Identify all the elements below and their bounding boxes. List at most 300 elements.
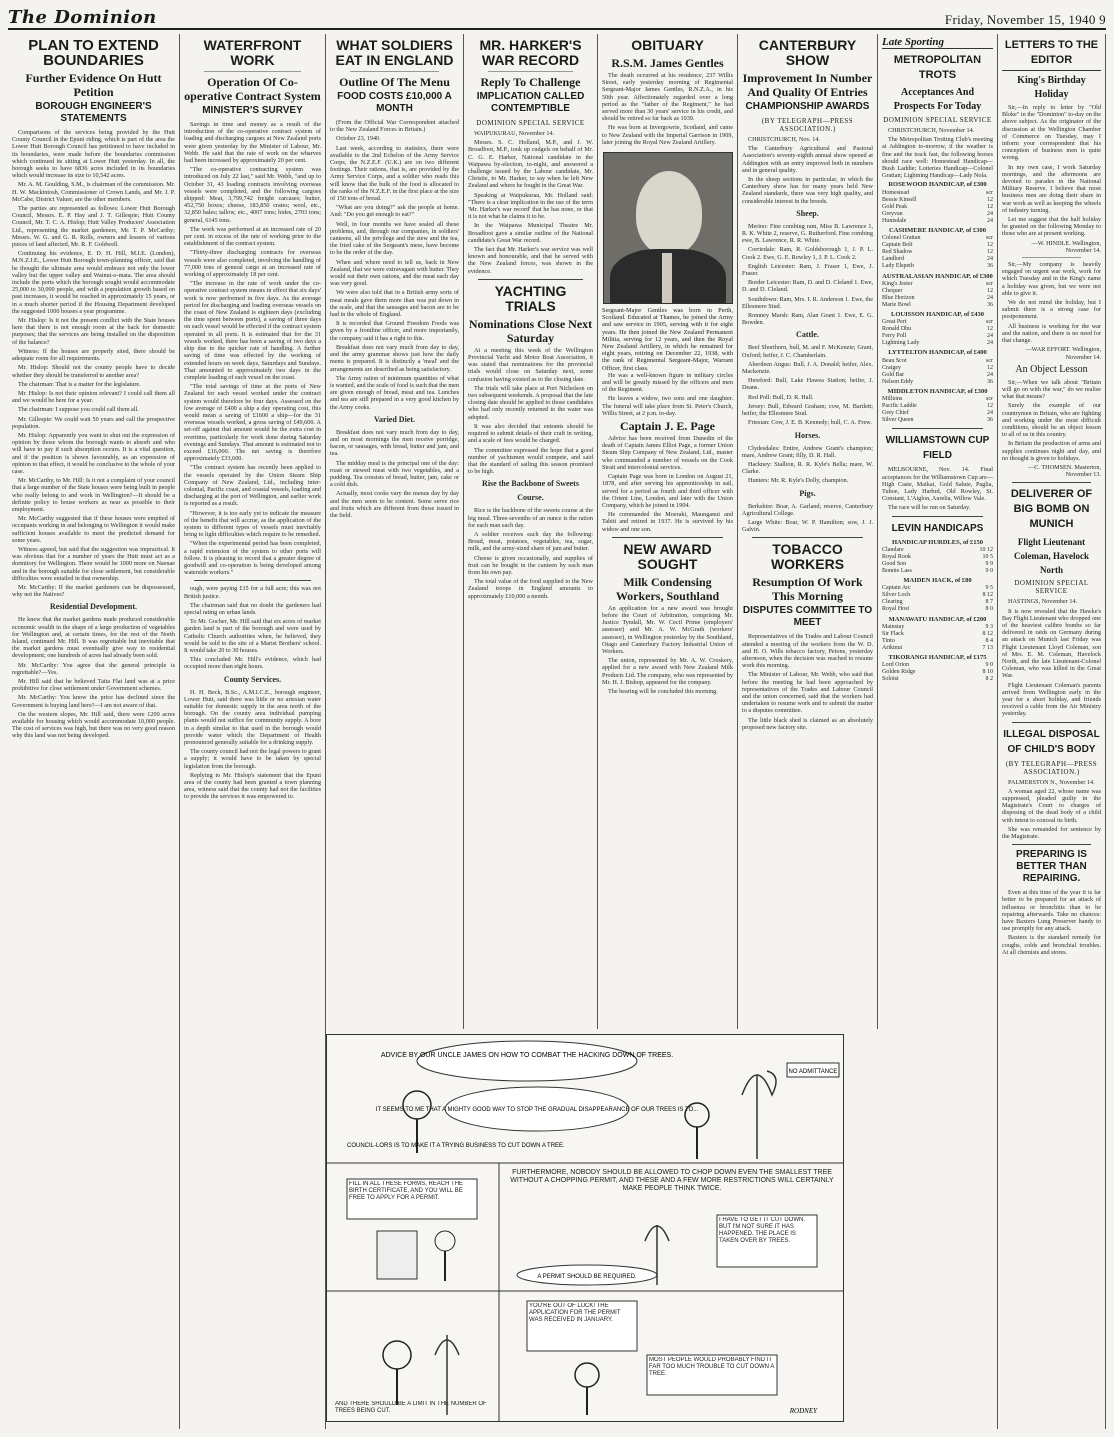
speech-text-3: COUNCIL-LORS IS TO MAKE IT A TRYING BUSINESS TO CUT DOWN A TREE. [347, 1143, 565, 1149]
section-heading: Varied Diet. [373, 414, 416, 424]
horse-mark: 24 [987, 333, 993, 340]
paragraph: He knew that the market gardens made produced considerable economic wealth in the shape of a large production of vegetables for Wellington and, at certain times, for the rest of the North Island, continued Mr. Hill. It was regrettable but inevitable that the market gardens must eventually give way to residential development; one hundreds of acres had already been sold. [12, 616, 175, 660]
divider [204, 71, 301, 72]
article-body-williamstown [882, 466, 993, 511]
subhead-captain-page: Captain J. E. Page [619, 419, 715, 434]
editorial-cartoon [326, 1034, 844, 1422]
horse-name: Ferry Poll [882, 333, 907, 340]
horse-mark: 8 4 [985, 637, 993, 644]
speech-text-4: FILL IN ALL THESE FORMS, REACH THE BIRTH CERTIFICATE, AND YOU WILL BE FREE TO APPLY FOR A PERMIT. [349, 1181, 464, 1201]
divider [350, 71, 439, 72]
paragraph: "When the experimental period has been completed, a rapid extension of the system to other ports will follow. It is pleasing to record that a greater degree of goodwill and co-operation is being developed among waterside workers." [184, 540, 321, 577]
article-body-child [1002, 779, 1101, 841]
paragraph: In my own case, I work Saturday mornings, and the afternoons are devoted to parades in the National Military Reserve. I believe that most business men are doing their share in war work as well as keeping the wheels of industry turning. [1002, 163, 1101, 214]
horse-name: Pacific Laddie [882, 403, 917, 410]
article-body-canterbury [742, 136, 873, 533]
horse-name: Arikinui [882, 644, 903, 651]
paragraph: Replying to Mr. Hislop's statement that the Epuni area of the county had been granted a town planning area, witness said that the county had not the facilities to provide the services it was empowered to. [184, 771, 321, 801]
race-entry [882, 256, 993, 263]
paragraph: Merino: Fine combing ram, Miss B. Lawrence 1, R. K. White 2, reserve, G. Rutherford. Fine combing ewe, B. Lawrence, R. R. White. [742, 222, 873, 245]
paragraph: Let me suggest that the half holiday be granted on the following Monday to those who are at present working. [1002, 216, 1101, 238]
paragraph: Breakfast does not vary much from day to day, and on most mornings the men receive porridge, bacon, or sausages, with bread, butter and jam, and tea. [330, 428, 459, 458]
paragraph: Mr. Hislop: Should not the county people have to decide whether they should be transferred to another area? [12, 364, 175, 379]
headline-williamstown: WILLIAMSTOWN CUP FIELD [885, 435, 990, 462]
race-entry [882, 319, 993, 326]
race-entry [882, 204, 993, 211]
cartoonist-signature: RODNEY [789, 1407, 817, 1415]
horse-mark: 8 12 [982, 592, 993, 599]
horse-name: Red Shadow [882, 249, 913, 256]
horse-mark: scr [986, 189, 993, 196]
horse-name: Clearing [882, 599, 903, 606]
race-entry [882, 340, 993, 347]
paragraph: She was remanded for sentence by the Magistrate. [1002, 825, 1101, 841]
paragraph: Speaking at Waipukurau, Mr. Holland said: "There is a clear implication in the use of the term 'Mr. Harker's war record' that he has none, or that it is not what he claims it to be. [468, 191, 593, 221]
horse-name: Tinto [882, 637, 895, 644]
paragraph: Cheese is given occasionally, and supplies of fruit can be bought in the canteen by each man from his own pay. [468, 554, 593, 576]
paragraph: PALMERSTON N., November 14. [1008, 778, 1095, 786]
horse-mark: scr [986, 235, 993, 242]
subhead-canterbury: Improvement In Number And Quality Of Entries [742, 71, 873, 99]
article-body-trots [882, 127, 993, 179]
column-soldiers [326, 34, 464, 1029]
subhead-trots: Acceptances And Prospects For Today [893, 87, 982, 112]
byline: DOMINION SPECIAL SERVICE [476, 119, 585, 127]
form-stack [377, 1231, 417, 1279]
paragraph: (From the Official War Correspondent attached to the New Zealand Forces in Britain.) [330, 119, 459, 134]
paragraph: Sir,—My company is heavily engaged on urgent war work, work for which Tuesday and in the King's name a holiday was given, but we were not able to give it. [1002, 261, 1101, 297]
paragraph: Rice is the backbone of the sweets course at the big meal. Three-sevenths of an ounce is the ration for each man each day. [468, 507, 593, 529]
horse-name: Grey Chief [882, 410, 909, 417]
paragraph: It is now revealed that the Hawke's Bay Flight Lieutenant who dropped one of the heaviest calibre bombs so far delivered in raids on Germany during an attack on Munich last Friday was Flight Lieutenant Lloyd Coleman, son of Mrs. E. M. Coleman, Havelock North, and the late Lieutenant-Colonel Coleman, who was killed in the Great War. [1002, 607, 1101, 680]
paragraph: A woman aged 22, whose name was suppressed, pleaded guilty in the Magistrate's Court to charges of disposing of the dead body of a child with intent to conceal its birth. [1002, 787, 1101, 824]
paragraph: Hackney: Stallion, R. R. Kyle's Bella; mare, W. Clarke. [742, 460, 873, 476]
paragraph: "The contract system has recently been applied to the vessels operated by the Union Steam Ship Company of New Zealand, Ltd., including inter-colonial, Pacific coast, and coastal vessels, loading and discharging at the port of Wellington, and earlier work is reported as a result. [184, 464, 321, 508]
headline-trots: METROPOLITAN TROTS [893, 54, 982, 81]
horse-mark: 9 0 [985, 662, 993, 669]
paragraph: All business is working for the war and the nation, and there is no need for that change. [1002, 322, 1101, 345]
article-body-yachting [468, 347, 593, 600]
headline-tobacco: TOBACCO WORKERS [770, 541, 845, 573]
letter-signature: —C. THOMSEN. Masterton, November 13. [1028, 463, 1101, 479]
horse-mark: 10 5 [982, 553, 993, 560]
paragraph: "The co-operative contracting system was introduced on July 22 last," said Mr. Webb, "and up to October 31, 43 loading contracts involving overseas vessels were completed, and the following cargoes shipped: Meat, 3,799,742 freight carcases; butter, 452,750 boxes; cheese, 183,850 crates; wool, etc., 32,850 bales; tallow, etc., 4007 tons; hides, 2703 tons; general, 6145 tons. [184, 166, 321, 224]
paragraph: "What are you doing?" ask the people at home. And: "Do you get enough to eat?" [330, 204, 459, 219]
paragraph: Last week, according to statistics, there were available to the 2nd Echelon of the Army Service Corps, the N.Z.E.F. (U.K.) are on two different footings. Their rations, that is, are provided by the Army Service Corps, and a soldier who reads this will know that the bulk of the food is allocated to the ranks of the N.Z.E.F. in the first place at the size of 150 tons of bread. [330, 144, 459, 203]
photo-caption: Sergeant-Major Gentles was born in Perth, Scotland. Educated at Thames, he joined the Army and saw service in 1905, serving with it for eight years. He then joined the New Zealand Permanent Militia, serving for 12 years, and then the Royal New Zealand Artillery, in which he remained for eight years, retiring on December 22, 1938, with the rank of Regimental Sergeant-Major, Warrant Officer, first class. [602, 307, 733, 372]
paragraph: In Britain the production of arms and supplies continues night and day, and no thought is given to holidays. [1002, 440, 1101, 462]
figure-head [383, 1341, 411, 1369]
paragraph: Mr. Hill said that he believed Taita Flat land was at a price prohibitive for close settlement under Government schemes. [12, 678, 175, 693]
horse-name: Ronald Dhu [882, 326, 912, 333]
horse-name: King's Jester [882, 280, 913, 287]
article-body-obituary [602, 72, 733, 146]
speech-text-5: FURTHERMORE, NOBODY SHOULD BE ALLOWED TO CHOP DOWN EVEN THE SMALLEST TREE WITHOUT A CHOPPING PERMIT, AND THESE AND A FEW MORE RESTRICTIONS WILL CERTAINLY MAKE PEOPLE THINK TWICE. [510, 1169, 834, 1192]
divider [1012, 722, 1091, 723]
horse-mark: 24 [987, 256, 993, 263]
race-title: MIDDLETON HANDICAP, of £300 [887, 387, 988, 395]
article-body-harker [468, 130, 593, 275]
subhead-tobacco: Resumption Of Work This Morning [752, 575, 863, 604]
paragraph: Hunters: Mr. R. Kyle's Dolly, champion. [748, 477, 849, 485]
paragraph: Savings in time and money as a result of the introduction of the co-operative contract system of loading and discharging cargoes at New Zealand ports were given yesterday by the Minister of Labour, Mr. Webb. He said that the rate of work on the wharves had been increased by approximately 20 per cent. [184, 121, 321, 165]
horse-mark: 12 [987, 249, 993, 256]
subhead2-waterfront: MINISTER'S SURVEY [202, 105, 303, 116]
paragraph: Beef Shorthorn, bull, M. and F. McKenzie; Grant, Oxford; heifer, J. C. Chamberlain. [742, 344, 873, 359]
paragraph: A soldier receives each day the following: Bread, meat, potatoes, vegetables, tea, sugar, milk, and the army-sized share of jam and butter. [468, 530, 593, 553]
column-letters [998, 34, 1106, 1429]
column-boundaries [8, 34, 180, 1429]
section-heading: Sheep. [796, 208, 819, 218]
subhead-harker: Reply To Challenge [480, 75, 581, 89]
paragraph: The little black shed is claimed as an absolutely proposed new factory site. [742, 716, 873, 731]
horse-mark: 12 [987, 196, 993, 203]
horse-name: Mainstay [882, 623, 905, 630]
subhead-new-award: Milk Condensing Workers, Southland [615, 574, 720, 603]
headline-advert: PREPARING IS BETTER THAN REPAIRING. [1016, 849, 1087, 885]
horse-mark: 24 [987, 371, 993, 378]
horse-name: Great Pert [882, 319, 907, 326]
subhead-letters: King's Birthday Holiday [1017, 75, 1086, 100]
horse-name: Marie Bowl [882, 301, 911, 308]
article-body-boundaries [12, 129, 175, 740]
paragraph: Actually, most cooks vary the menus day by day and the men seem to be content. Some serve rice and fruits which are different from those issued in the field. [330, 490, 459, 519]
race-entry [882, 249, 993, 256]
race-entry [882, 547, 993, 554]
horse-mark: 12 [987, 203, 993, 210]
horse-name: Royal Rook [882, 553, 911, 560]
paragraph: He commanded the Moeraki, Maunganui and Tahiti and retired in 1937. He is survived by his widow and one son. [602, 511, 733, 533]
subhead2-canterbury: CHAMPIONSHIP AWARDS [745, 101, 870, 112]
paragraph: He was born at Invergowrie, Scotland, and came to New Zealand with the Imperial Garrison in 1909, later joining the Royal New Zealand Artillery. [602, 124, 733, 146]
race-entry [882, 410, 993, 417]
horse-name: Silver Loch [882, 592, 911, 599]
headline-yachting: YACHTING TRIALS [494, 282, 567, 314]
byline: (BY TELEGRAPH—PRESS ASSOCIATION.) [1005, 759, 1098, 776]
horse-name: Gold Bar [882, 371, 905, 378]
divider [892, 516, 983, 517]
paragraph: In the Waipawa Municipal Theatre Mr. Broadfoot gave a similar outline of the National candidate's Great War record. [468, 222, 593, 244]
horse-mark: scr [986, 396, 993, 403]
horse-name: Lightning Lady [882, 340, 920, 347]
paragraph: He was a well-known figure in military circles and will be greatly missed by the officers and men of the Regiment. [602, 371, 733, 394]
horse-name: Lady Elspeth [882, 263, 914, 270]
paragraph: Witness agreed, but said that the suggestion was impractical. It was obvious that for a number of years the Hutt must act as a dormitory for Wellington. There would be 1000 more on Naenae and in the borough suitable for close settlement, but considerable difficulties were entailed in that ownership. [12, 545, 175, 582]
horse-mark: 24 [987, 210, 993, 217]
paragraph: Aberdeen Angus: Bull, J. A. Donald; heifer, Alex. Mackenzie. [742, 360, 873, 376]
paragraph: Mr. Gillespie: We could wait 50 years and call the prospective population. [12, 415, 175, 430]
horse-mark: scr [986, 319, 993, 326]
race-entry [882, 592, 993, 599]
race-title: MAIDEN HACK, of £80 [903, 577, 972, 585]
race-entry [882, 662, 993, 669]
paragraph: October 23, 1940. [336, 135, 381, 143]
paragraph: The midday meal is the principal one of the day: roast or stewed meat with two vegetables, and a pudding. Tea consists of bread, butter, jam, cake or a cold dish. [330, 459, 459, 489]
speech-text-1: ADVICE BY OUR UNCLE JAMES ON HOW TO COMBAT THE HACKING DOWN OF TREES. [380, 1052, 674, 1059]
race-entry [882, 631, 993, 638]
section-heading: Horses. [794, 430, 821, 440]
headline-harker: MR. HARKER'S WAR RECORD [479, 37, 582, 68]
race-title: LYTTELTON HANDICAP, of £400 [888, 349, 987, 357]
paragraph: Southdown: Ram, Mrs. I. R. Anderson 1. Ewe, the Ellesmere Stud. [742, 295, 873, 310]
race-entry [882, 326, 993, 333]
race-entry [882, 561, 993, 568]
paragraph: Romney Marsh: Ram, Alan Grant 1. Ewe, E. G. Bowden. [742, 312, 873, 327]
paragraph: Mr. Hislop: Is not their opinion relevant? I could call them all and we would be here for a year. [12, 389, 175, 405]
paragraph: MELBOURNE, Nov. 14. Final acceptances for the Williamstown Cup are—High Caste, Maikai, Gold Salute, Paglia, Tuhoe, Lady Harbrd, Old Rowley, St. Constant, L'Aiglon, Aurelia, Willow Vale. [882, 466, 993, 503]
horse-mark: 24 [987, 217, 993, 224]
race-weights [882, 539, 993, 684]
race-entry [882, 676, 993, 683]
paragraph: The race will be run on Saturday. [888, 504, 971, 512]
section-label-late-sporting: Late Sporting [882, 36, 993, 49]
speech-text-10: AND THERE SHOULD BE A LIMIT IN THE NUMBER OF TREES BEING CUT. [335, 1401, 487, 1414]
subhead2-boundaries: BOROUGH ENGINEER'S STATEMENTS [35, 101, 152, 124]
subhead2-soldiers: FOOD COSTS £10,000 A MONTH [337, 91, 452, 114]
portrait-photo [603, 152, 733, 304]
article-body-obituary-2 [602, 372, 733, 417]
race-entry [882, 568, 993, 575]
horse-mark: 12 [987, 242, 993, 249]
horse-mark: 9 0 [985, 568, 993, 575]
horse-mark: 12 [987, 403, 993, 410]
paragraph: Border Leicester: Ram, D. and D. Cleland 1. Ewe, D. and D. Cleland. [742, 279, 873, 294]
headline-waterfront: WATERFRONT WORK [203, 37, 302, 68]
paragraph: To Mr. Gocher, Mr. Hill said that six acres of market garden land is part of the borough and were used by Catholic Church authorities when, he believed, they would be sold to the site of a Marist Brothers' school. It would take 20 to 30 houses. [184, 618, 321, 655]
race-entry [882, 417, 993, 424]
paragraph: CHRISTCHURCH, November 14. [888, 127, 975, 134]
paragraph: Mr. McCarthy: You know the price has declined since the Government is buying land here?—I am not aware of that. [12, 694, 175, 709]
horse-name: Chequer [882, 287, 903, 294]
horse-mark: 9 3 [985, 623, 993, 630]
paragraph: The union, represented by Mr. A. W. Croskery, applied for a new award with New Zealand Milk Products Ltd. The company, who was represented by Mr. H. J. Bishop, appeared for the company. [602, 657, 733, 686]
race-entry [882, 288, 993, 295]
subhead-yachting: Nominations Close Next Saturday [468, 316, 593, 345]
horse-mark: 8 10 [982, 669, 993, 676]
speech-text-6: A PERMIT SHOULD BE REQUIRED. [537, 1274, 637, 1280]
horse-mark: 9 9 [985, 560, 993, 567]
portrait-collar [662, 253, 672, 304]
race-entry [882, 358, 993, 365]
article-body-new-award [602, 605, 733, 695]
paragraph: Advice has been received from Dunedin of the death of Captain James Elliot Page, a former Union Steam Ship Company of New Zealand, Ltd., master who commanded a number of vessels on the Cook Strait and intercolonial services. [602, 435, 733, 471]
horse-name: Silver Queen [882, 417, 914, 424]
horse-mark: 8 7 [985, 599, 993, 606]
subhead-object-lesson: An Object Lesson [1015, 363, 1088, 375]
race-acceptances [882, 181, 993, 424]
race-title: ROSEWOOD HANDICAP, of £300 [888, 181, 987, 189]
horse-mark: 8 12 [982, 630, 993, 637]
figure-head [435, 1231, 455, 1251]
paragraph: The hearing will be concluded this morning. [608, 687, 718, 695]
race-entry [882, 379, 993, 386]
byline: DOMINION SPECIAL SERVICE [883, 116, 992, 124]
headline-child: ILLEGAL DISPOSAL OF CHILD'S BODY [1003, 728, 1100, 755]
paragraph: Mr. Hislop: Is it not the present conflict with the State houses here that there is not enough room at the back for domestic purposes; that the services are being installed on the disposition of the balance? [12, 317, 175, 346]
paragraph: Hereford: Bull, Lake Hawea Station; heifer, J. Deans. [742, 377, 873, 392]
divider [892, 428, 983, 429]
headline-obituary: OBITUARY [631, 37, 704, 53]
horse-name: Lord Orion [882, 662, 910, 669]
paragraph: ough, were paying £15 for a full acre; this was not British justice. [184, 585, 321, 600]
paragraph: Jersey: Bull, Edward Graham; cow, M. Bartlett; heifer, the Ellesmere Stud. [742, 402, 873, 418]
column-harker [464, 34, 598, 1029]
horse-name: Landlord [882, 256, 904, 263]
horse-mark: 10 12 [979, 546, 993, 553]
paragraph: English Leicester: Ram, J. Fraser 1, Ewe, J. Fraser. [742, 262, 873, 278]
horse-name: Homestead [882, 189, 909, 196]
paragraph: Mr. McCarthy: If the market gardeners can be dispossessed, why not the Natives? [12, 583, 175, 599]
subhead2-tobacco: DISPUTES COMMITTEE TO MEET [742, 605, 873, 629]
section-heading: Cattle. [796, 330, 819, 340]
paragraph: The committee expressed the hope that a good number of yachtsmen would compete, and said that the standard of sailing this season promised to be high. [468, 446, 593, 476]
horse-name: Gold Peak [882, 203, 908, 210]
figure-head [403, 1091, 431, 1119]
race-entry [882, 197, 993, 204]
divider [612, 537, 723, 538]
horse-mark: 36 [987, 378, 993, 385]
paragraph: The chairman: That is a matter for the legislature. [18, 380, 141, 388]
letter-body-1 [1002, 104, 1101, 361]
speech-text-8: YOU'RE OUT OF LUCK! THE APPLICATION FOR THE PERMIT WAS RECEIVED IN JANUARY. [529, 1303, 621, 1323]
paragraph: Messrs. S. C. Holland, M.P., and J. W. Broadfoot, M.P., took up cudgels on behalf of Mr. C. G. E. Harker, National candidate in the Waipawa by-election, to-night, and answered a challenge issued by the Labour candidate, Mr. Christie, to Mr. Harker, to say when he left New Zealand and where he fought in the Great War. [468, 139, 593, 190]
paragraph: The Minister of Labour, Mr. Webb, who said that before the meeting he had been approached by representatives of the Trades and Labour Council and the union concerned, said that the workers had undertaken to resume work and to submit the matter to a disputes committee. [742, 671, 873, 715]
paragraph: The death occurred at his residence, 237 Willis Street, early yesterday morning of Regimental Sergeant-Major James Gentles, R.N.Z.A., in his 50th year. Affectionately regarded over a long period as the "father of the Regiment," he had served more than 30 years' service in his credit, and should be retired so far back as 1939. [602, 72, 733, 123]
section-heading: Pigs. [799, 488, 816, 498]
horse-mark: scr [986, 357, 993, 364]
paragraph: CHRISTCHURCH, Nov. 14. [748, 136, 820, 143]
byline: (BY TELEGRAPH—PRESS ASSOCIATION.) [761, 117, 854, 133]
paragraph: Mr. McCarthy suggested that if these houses were emptied of occupants working in and belonging to Wellington it would make sufficient houses available to meet the predicted demand for some years. [12, 515, 175, 544]
subhead-boundaries: Further Evidence On Hutt Petition [25, 71, 162, 99]
paragraph: "However, it is too early yet to indicate the measure of the benefit that will accrue, as the application of the system to different types of vessels must inevitably bring to light difficulties which require to be remedied. [184, 509, 321, 539]
byline: DOMINION SPECIAL SERVICE [1014, 579, 1089, 596]
race-entry [882, 281, 993, 288]
horse-name: Blue Horizon [882, 294, 915, 301]
letter-signature: —W. HINDLE. Wellington, November 14. [1031, 239, 1101, 254]
paragraph: Clydesdales: Entire, Andrew Grant's champion; mare, Andrew Grant; filly, D. R. Hall. [742, 444, 873, 459]
horse-name: Good Son [882, 560, 907, 567]
figure-head [575, 1363, 599, 1387]
headline-letters: LETTERS TO THE EDITOR [1002, 38, 1101, 71]
paragraph: Large White: Boar, W. P. Hamilton; sow, J. J. Galvin. [742, 518, 873, 534]
masthead-title: The Dominion [8, 7, 157, 28]
paragraph: When and where need to tell us, back in New Zealand, that we were extravagant with butter. They would eat their own rations, and the meat each day was very good. [330, 258, 459, 288]
paragraph: Well, in four months we have sealed all these problems, and, through our companies, in soldiers' canteens, all the privilege and the stew and the tea, the fried cake of the Sergeant's mess, have become to be the order of the day. [330, 220, 459, 257]
horse-mark: 36 [987, 263, 993, 270]
paragraph: Captain Page was born in London on August 21, 1878, and after serving his apprenticeship in sail, served for a period as fourth and third officer with the Orient Line, London, and later with the Union Company, which he joined in 1904. [602, 473, 733, 509]
paragraph: At a meeting this week of the Wellington Provincial Yacht and Motor Boat Association, it was stated that nominations for the provincial trials would close on Saturday next, some confusion having existed as to the closing date. [468, 346, 593, 383]
column-late-sporting [878, 34, 998, 1429]
column-grid [8, 34, 1106, 1429]
paragraph: Red Poll: Bull, D. R. Hall. [748, 393, 814, 401]
race-entry [882, 645, 993, 652]
paragraph: The work was performed at an increased rate of 20 per cent. in excess of the rate of working prior to the establishment of the contract system. [184, 225, 321, 248]
paragraph: The Army ration of minimum quantities of what is wanted, and the scale of food is such that the men are given enough of bread, meat and tea. Lunches and tea are still prepared in a very good kitchen by the Army cooks. [330, 374, 459, 411]
divider [1012, 844, 1091, 845]
paragraph: This concluded Mr. Hill's evidence, which had occupied more than eight hours. [184, 656, 321, 671]
article-body-tobacco [742, 633, 873, 731]
subhead-obituary: R.S.M. James Gentles [611, 56, 724, 70]
paragraph: The parties are represented as follows: Lower Hutt Borough Council, Messrs. E. P. Hay and J. T. Gillespie; Hutt County Council, Mr. T. C. A. Hislop; Hutt Valley Producers' Association Ltd., representing the market gardeners, Mr. T. P. McCarthy; Messrs. W. G. and G. R. Rolls, owners and lessees of various pieces of land affected, Mr. R. F. Goldwell. [12, 205, 175, 249]
headline-munich: DELIVERER OF BIG BOMB ON MUNICH [1010, 488, 1093, 531]
advert-body [1002, 889, 1101, 956]
horse-name: Bonnie Lass [882, 568, 912, 575]
paragraph: The chairman: I suppose you could call them all. [18, 406, 139, 414]
race-entry [882, 372, 993, 379]
speech-text-9: MOST PEOPLE WOULD PROBABLY FIND IT FAR TOO MUCH TROUBLE TO CUT DOWN A TREE. [649, 1357, 775, 1377]
column-obituary [598, 34, 738, 1029]
headline-new-award: NEW AWARD SOUGHT [623, 540, 712, 572]
paragraph: We do not mind the holiday, but I submit there is a strong case for postponement. [1002, 299, 1101, 321]
horse-name: Royal Host [882, 606, 910, 613]
race-title: AUSTRALASIAN HANDICAP, of £300 [882, 272, 993, 280]
horse-name: Beau Scot [882, 357, 907, 364]
horse-mark: 8 2 [985, 676, 993, 683]
race-entry [882, 190, 993, 197]
horse-name: Greyvan [882, 210, 903, 217]
race-entry [882, 624, 993, 631]
paragraph: Even at this time of the year it is far better to be prepared for an attack of influenza or bronchitis than to be repairing afterwards. Take no chances: have Baxters Lung Preserver handy to use promptly for any attack. [1002, 889, 1101, 933]
headline-soldiers: WHAT SOLDIERS EAT IN ENGLAND [335, 37, 454, 68]
paragraph: Flight Lieutenant Coleman's parents arrived from Wellington early in the year for a short holiday, and friends received a cable from the Air Ministry yesterday. [1002, 681, 1101, 718]
section-heading: County Services. [223, 674, 282, 684]
subhead-munich: Flight Lieutenant Coleman, Havelock North [1014, 537, 1089, 576]
paragraph: It was also decided that entrants should be required to submit details of their craft in writing, and a scale of fees would be charged. [468, 422, 593, 445]
paragraph: The county council had not the legal powers to grant a supply; it would have to be taken by special legislation from the borough. [184, 748, 321, 770]
paragraph: The total value of the food supplied to the New Zealand troops in England amounts to approximately £10,000 a month. [468, 578, 593, 600]
subhead2-harker: IMPLICATION CALLED CONTEMPTIBLE [476, 91, 585, 114]
paragraph: "The increase in the rate of work under the co-operative contract system means in effect that six days' work is now performed in five days. As the average period for discharging and loading overseas vessels on the coast of New Zealand is eighteen days (excluding the time spent between ports), a saving of three days on each vessel would be effected if the contract system operated in all ports. It is estimated that for the 31 vessels worked, there has been a saving of two days a ship due to the quicker rate of handling. A further saving of time was effected by the working of extended hours on week days, Saturdays and Sundays. That amounted to approximately two days in the complete loading of each vessel on the coast. [184, 280, 321, 381]
divider [752, 537, 863, 538]
speech-text-2: IT SEEMS TO ME THAT A MIGHTY GOOD WAY TO STOP THE GRADUAL DISAPPEARANCE OF OUR TREES IS TO... [375, 1107, 699, 1113]
section-heading: Residential Development. [49, 602, 138, 612]
portrait-head [636, 171, 702, 255]
horse-mark: 24 [987, 340, 993, 347]
paragraph: HASTINGS, November 14. [1008, 598, 1078, 606]
horse-mark: 12 [987, 326, 993, 333]
race-entry [882, 242, 993, 249]
race-title: LOUISSON HANDICAP, of £430 [891, 311, 984, 319]
paragraph: In the sheep sections in particular, in which the Canterbury show has for many years held New Zealand standards, there was very high quality, and considerable interest in the breeds. [742, 176, 873, 205]
paragraph: Sir,—In reply to letter by "Old Bloke" in the "Dominion" to-day on the above subject. As the originator of the discussion at the Wellington Chamber of Commerce on Tuesday, may I inform your correspondent that his conception of business men is quite wrong. [1002, 104, 1101, 162]
article-body-munich [1002, 598, 1101, 717]
race-entry [882, 218, 993, 225]
paragraph: The chairman said that no doubt the gardeners had special rating on urban lands. [184, 601, 321, 616]
paragraph: Berkshire: Boar, A. Garland; reserve, Canterbury Agricultural College. [742, 502, 873, 517]
race-entry [882, 599, 993, 606]
cartoon-drawing [327, 1035, 843, 1421]
divider [488, 71, 573, 72]
paragraph: "The total savings of time at the ports of New Zealand for each vessel worked under the contract system would therefore be four days. Assessed on the low average of £400 a ship a day operating cost, this would mean a saving of £1600 a ship—for the 31 overseas vessels worked, a gross saving of £49,600. A set-off against that amount would be the extra cost in overtime, particularly for work done during Saturday evenings and Sundays. That amount is estimated not to exceed £16,000. The net saving is therefore approximately £33,600. [184, 383, 321, 463]
letter-body-3 [1002, 379, 1101, 479]
article-body-soldiers [330, 119, 459, 519]
column-canterbury [738, 34, 878, 1029]
paragraph: On the western slopes, Mr. Hill said, there were 1200 acres available for housing which would accommodate 10,000 people. The cost of services was high, but there was no very good reason why this land was not being developed. [12, 710, 175, 740]
paragraph: An application for a new award was brought before the Court of Arbitration, comprising Mr. Justice Tyndall, Mr. W. Cecil Prime (employers' assessor) and Mr. A. W. McGrath (workers' assessor), in Wellington yesterday by the Southland, Otago and Canterbury Factory Industrial Union of Workers. [602, 604, 733, 655]
divider [1022, 257, 1081, 258]
horse-mark: 24 [987, 410, 993, 417]
horse-name: Nelson Eddy [882, 378, 914, 385]
horse-name: Soloist [882, 676, 899, 683]
paragraph: It is recorded that Ground Freedom Foods was given by a frontline officer, and more importantly, the company said it has a right to this. [330, 320, 459, 342]
horse-mark: 36 [987, 417, 993, 424]
subhead-soldiers: Outline Of The Menu [339, 75, 450, 89]
horse-mark: 36 [987, 301, 993, 308]
paragraph: We were also told that in a British army sorts of meat meals gave them more than was put down in the scale, and that the sausages and bacon are to be had in the whole of England. [330, 289, 459, 319]
headline-boundaries: PLAN TO EXTEND BOUNDARIES [28, 37, 159, 69]
horse-name: Bessie Kinsell [882, 196, 917, 203]
